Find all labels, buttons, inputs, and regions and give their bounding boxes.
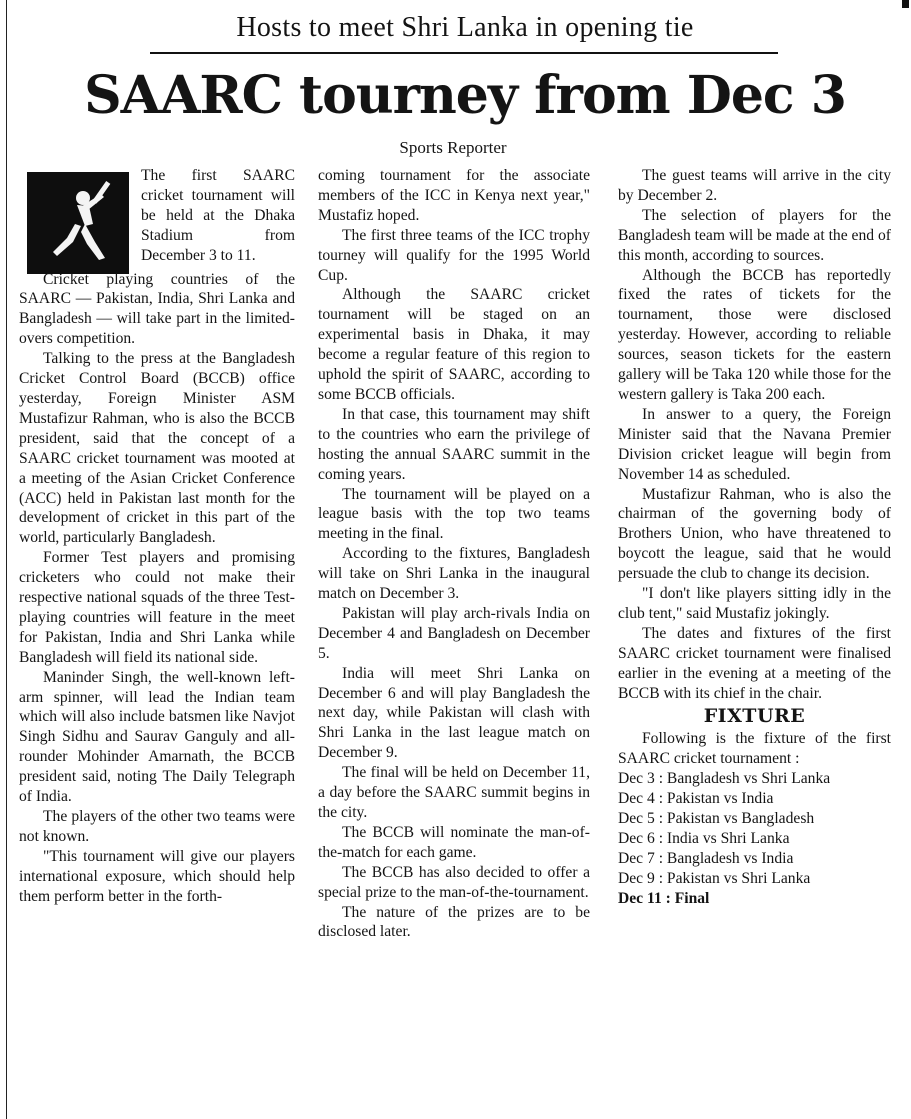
fixture-line: Dec 9 : Pakistan vs Shri Lanka: [618, 869, 811, 887]
corner-mark: [902, 0, 909, 8]
fixture-line: Dec 4 : Pakistan vs India: [618, 790, 774, 808]
body-paragraph: coming tournament for the associate members of the ICC in Kenya next year," Mustafiz hoped.: [318, 167, 590, 224]
fixture-line: Dec 5 : Pakistan vs Bangladesh: [618, 810, 815, 827]
byline: Sports Reporter: [399, 138, 507, 157]
main-headline: SAARC tourney from Dec 3: [84, 65, 846, 126]
body-paragraph: In that case, this tournament may shift to the countries who earn the privilege of hosting the annual SAARC summit in the coming years.: [318, 405, 590, 483]
fixture-line: Dec 3 : Bangladesh vs Shri Lanka: [618, 770, 831, 788]
body-paragraph: The first three teams of the ICC trophy tourney will qualify for the 1995 World Cup.: [318, 226, 590, 284]
body-paragraph: The dates and fixtures of the first SAARC cricket tournament were finalised earlier in the evening at a meeting of the BCCB with its chief in the chair.: [618, 624, 891, 702]
body-paragraph: Former Test players and promising cricketers who could not make their respective national squads of the three Test-playing countries will feature in the meet for Pakistan, India and Shri Lanka while Bangladesh will field its national side.: [19, 549, 295, 666]
body-paragraph: The guest teams will arrive in the city by December 2.: [618, 167, 891, 204]
body-paragraph: The final will be held on December 11, a day before the SAARC summit begins in the city.: [318, 764, 590, 821]
body-paragraph: According to the fixtures, Bangladesh will take on Shri Lanka in the inaugural match on December 3.: [318, 545, 590, 603]
body-paragraph: Talking to the press at the Bangladesh Cricket Control Board (BCCB) office yesterday, Foreign Minister ASM Mustafizur Rahman, who is also the BCCB president, said that the concept of a SAARC cricket tournament was mooted at a meeting of the Asian Cricket Conference (ACC) held in Pakistan last month for the development of cricket in this part of the world, particularly Bangladesh.: [19, 350, 295, 547]
lead-paragraph: The first SAARC cricket tournament will be held at the Dhaka Stadium from December 3 to 11.: [141, 167, 295, 264]
fixture-line-final: Dec 11 : Final: [618, 889, 710, 907]
column-rule-left: [6, 0, 7, 1119]
body-paragraph: In answer to a query, the Foreign Minister said that the Navana Premier Division cricket league will begin from November 14 as scheduled.: [618, 405, 891, 483]
kicker-underline: [150, 52, 778, 54]
body-paragraph: The BCCB has also decided to offer a special prize to the man-of-the-tournament.: [318, 863, 590, 901]
body-paragraph: Although the SAARC cricket tournament will be staged on an experimental basis in Dhaka, it may become a regular feature of this region to uphold the spirit of SAARC, according to some BCCB officials.: [318, 286, 590, 403]
article-column-2: [318, 166, 590, 942]
body-paragraph: Cricket playing countries of the SAARC — Pakistan, India, Shri Lanka and Bangladesh — will take part in the limited-overs competition.: [19, 270, 295, 348]
body-paragraph: Maninder Singh, the well-known left-arm spinner, will lead the Indian team which will also include batsmen like Navjot Singh Sidhu and Saurav Ganguly and all-rounder Mohinder Amarnath, the BCCB president said, noting The Daily Telegraph of India.: [19, 668, 295, 806]
fixture-line: Dec 7 : Bangladesh vs India: [618, 849, 794, 867]
body-paragraph: The selection of players for the Bangladesh team will be made at the end of this month, according to sources.: [618, 206, 891, 264]
body-paragraph: The players of the other two teams were not known.: [19, 808, 295, 845]
body-paragraph: Pakistan will play arch-rivals India on December 4 and Bangladesh on December 5.: [318, 604, 590, 662]
body-paragraph: Although the BCCB has reportedly fixed the rates of tickets for the tournament, those were disclosed yesterday. However, according to reliable sources, season tickets for the eastern gallery will be Taka 120 while those for the western gallery is Taka 200 each.: [618, 266, 891, 403]
fixture-heading: FIXTURE: [703, 705, 806, 728]
fixture-line: Dec 6 : India vs Shri Lanka: [618, 829, 790, 847]
body-paragraph: Mustafizur Rahman, who is also the chairman of the governing body of Brothers Union, who have threatened to boycott the league, said that he would persuade the club to change its decision.: [618, 485, 891, 583]
body-paragraph: The nature of the prizes are to be disclosed later.: [318, 903, 590, 941]
body-paragraph: "This tournament will give our players international exposure, which should help them perform better in the forth-: [19, 847, 295, 905]
body-paragraph: "I don't like players sitting idly in the club tent," said Mustafiz jokingly.: [618, 585, 891, 622]
kicker-headline: Hosts to meet Shri Lanka in opening tie: [236, 12, 694, 43]
body-paragraph: The tournament will be played on a league basis with the top two teams meeting in the final.: [318, 485, 590, 543]
article-column-3: [618, 166, 891, 909]
body-paragraph: India will meet Shri Lanka on December 6 and will play Bangladesh the next day, while Pakistan will clash with Shri Lanka in the last league match on December 9.: [318, 664, 590, 762]
body-paragraph: The BCCB will nominate the man-of-the-match for each game.: [318, 823, 590, 861]
article-column-1: [19, 166, 295, 907]
fixture-intro: Following is the fixture of the first SAARC cricket tournament :: [618, 730, 891, 768]
